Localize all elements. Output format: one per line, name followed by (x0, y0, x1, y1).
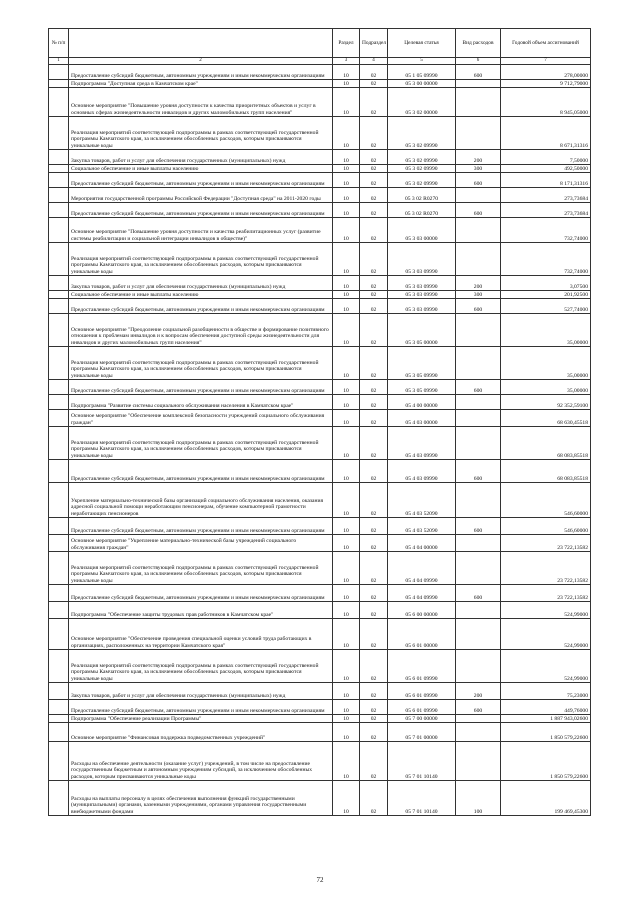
table-row (49, 427, 591, 460)
header-num: № п/п (49, 29, 69, 58)
table-row (49, 460, 591, 483)
table-row (49, 65, 591, 80)
row-tselevaya-statya-cell: 05 3 03 00000 (388, 218, 456, 243)
row-podrazdel-cell: 02 (360, 291, 388, 299)
row-razdel-cell: 10 (333, 188, 360, 203)
row-razdel-cell: 10 (333, 683, 360, 700)
row-name-cell: Основное мероприятие "Обеспечение комплексной безопасности учреждений социального обслуживания граждан" (69, 410, 333, 427)
row-name-cell: Социальное обеспечение и иные выплаты населению (69, 291, 333, 299)
column-number: 1 (49, 58, 69, 65)
row-tselevaya-statya-cell: 05 3 02 09990 (388, 165, 456, 173)
row-vid-raskhodov-cell (456, 619, 501, 650)
row-tselevaya-statya-cell: 05 6 01 09990 (388, 650, 456, 683)
table-row (49, 80, 591, 88)
row-podrazdel-cell: 02 (360, 347, 388, 380)
row-podrazdel-cell: 02 (360, 188, 388, 203)
row-name-cell: Основное мероприятие "Повышение уровня доступности и качества реабилитационных услуг (развитие системы реабилитации и социальной интеграции инвалидов в обществе)" (69, 218, 333, 243)
row-number-cell (49, 483, 69, 518)
row-tselevaya-statya-cell: 05 3 00 00000 (388, 80, 456, 88)
row-number-cell (49, 460, 69, 483)
table-row (49, 380, 591, 395)
row-podrazdel-cell: 02 (360, 602, 388, 619)
row-podrazdel-cell: 02 (360, 460, 388, 483)
column-number: 5 (388, 58, 456, 65)
row-number-cell (49, 742, 69, 781)
row-razdel-cell: 10 (333, 460, 360, 483)
row-number-cell (49, 291, 69, 299)
row-podrazdel-cell: 02 (360, 650, 388, 683)
row-vid-raskhodov-cell (456, 723, 501, 742)
row-vid-raskhodov-cell (456, 483, 501, 518)
row-tselevaya-statya-cell: 05 3 05 09990 (388, 380, 456, 395)
row-obem-cell: 75,23000 (501, 683, 591, 700)
row-podrazdel-cell: 02 (360, 518, 388, 535)
column-number: 2 (69, 58, 333, 65)
row-name-cell: Предоставление субсидий бюджетным, автономным учреждениям и иным некоммерческим организациям (69, 518, 333, 535)
column-number: 3 (333, 58, 360, 65)
row-obem-cell: 201,92500 (501, 291, 591, 299)
row-podrazdel-cell: 02 (360, 88, 388, 117)
row-vid-raskhodov-cell (456, 218, 501, 243)
row-name-cell: Подпрограмма "Доступная среда в Камчатском крае" (69, 80, 333, 88)
row-number-cell (49, 299, 69, 314)
row-vid-raskhodov-cell (456, 117, 501, 150)
table-body (49, 65, 591, 816)
header-obem: Годовой объем ассигнований (501, 29, 591, 58)
row-vid-raskhodov-cell (456, 650, 501, 683)
row-vid-raskhodov-cell: 600 (456, 299, 501, 314)
table-row (49, 483, 591, 518)
row-obem-cell: 68 083,85518 (501, 460, 591, 483)
row-podrazdel-cell: 02 (360, 314, 388, 347)
row-number-cell (49, 88, 69, 117)
row-name-cell: Реализация мероприятий соответствующей подпрограммы в рамках соответствующей государственной программы Камчатского края, за исключением обособленных расходов, которым присваиваются уникальные коды (69, 117, 333, 150)
row-name-cell: Предоставление субсидий бюджетным, автономным учреждениям и иным некоммерческим организациям (69, 700, 333, 715)
row-obem-cell: 35,00000 (501, 314, 591, 347)
row-tselevaya-statya-cell: 05 3 03 09990 (388, 276, 456, 291)
row-razdel-cell: 10 (333, 535, 360, 552)
row-number-cell (49, 619, 69, 650)
row-number-cell (49, 117, 69, 150)
header-name (69, 29, 333, 58)
row-obem-cell: 23 722,13582 (501, 585, 591, 602)
row-number-cell (49, 410, 69, 427)
row-tselevaya-statya-cell: 05 4 03 00000 (388, 410, 456, 427)
row-obem-cell: 8 671,31316 (501, 117, 591, 150)
row-obem-cell: 546,60000 (501, 518, 591, 535)
row-tselevaya-statya-cell: 05 7 01 10140 (388, 781, 456, 816)
column-numbers-row (49, 58, 591, 65)
row-number-cell (49, 781, 69, 816)
row-name-cell: Предоставление субсидий бюджетным, автономным учреждениям и иным некоммерческим организациям (69, 203, 333, 218)
row-podrazdel-cell: 02 (360, 80, 388, 88)
row-tselevaya-statya-cell: 05 6 01 00000 (388, 619, 456, 650)
row-razdel-cell: 10 (333, 410, 360, 427)
table-row (49, 173, 591, 188)
row-razdel-cell: 10 (333, 299, 360, 314)
row-obem-cell: 524,99000 (501, 650, 591, 683)
row-vid-raskhodov-cell (456, 243, 501, 276)
row-tselevaya-statya-cell: 05 3 02 00000 (388, 88, 456, 117)
row-tselevaya-statya-cell: 05 4 04 00000 (388, 535, 456, 552)
row-obem-cell: 1 850 579,22600 (501, 723, 591, 742)
row-obem-cell: 273,73684 (501, 188, 591, 203)
row-name-cell: Предоставление субсидий бюджетным, автономным учреждениям и иным некоммерческим организациям (69, 65, 333, 80)
row-razdel-cell: 10 (333, 715, 360, 723)
row-razdel-cell: 10 (333, 276, 360, 291)
row-name-cell: Предоставление субсидий бюджетным, автономным учреждениям и иным некоммерческим организациям (69, 460, 333, 483)
row-obem-cell: 732,74000 (501, 243, 591, 276)
row-name-cell: Реализация мероприятий соответствующей подпрограммы в рамках соответствующей государственной программы Камчатского края, за исключением обособленных расходов, которым присваиваются уникальные коды (69, 552, 333, 585)
row-podrazdel-cell: 02 (360, 619, 388, 650)
row-name-cell: Мероприятия государственной программы Российской Федерации "Доступная среда" на 2011-2020 годы (69, 188, 333, 203)
row-razdel-cell: 10 (333, 619, 360, 650)
row-tselevaya-statya-cell: 05 4 04 09990 (388, 585, 456, 602)
row-name-cell: Закупка товаров, работ и услуг для обеспечения государственных (муниципальных) нужд (69, 150, 333, 165)
row-razdel-cell: 10 (333, 347, 360, 380)
row-vid-raskhodov-cell (456, 715, 501, 723)
table-row (49, 781, 591, 816)
row-vid-raskhodov-cell (456, 80, 501, 88)
row-vid-raskhodov-cell (456, 535, 501, 552)
row-tselevaya-statya-cell: 05 6 00 00000 (388, 602, 456, 619)
row-tselevaya-statya-cell: 05 3 03 09990 (388, 243, 456, 276)
row-number-cell (49, 203, 69, 218)
row-razdel-cell: 10 (333, 291, 360, 299)
table-row (49, 700, 591, 715)
row-name-cell: Расходы на обеспечение деятельности (оказание услуг) учреждений, в том числе на предоставление государственным бюджетным и автономным учреждениям субсидий, за исключением обособленных расходов, которым присваиваются уникальные коды (69, 742, 333, 781)
row-number-cell (49, 535, 69, 552)
row-obem-cell: 68 630,45518 (501, 410, 591, 427)
row-razdel-cell: 10 (333, 243, 360, 276)
table-row (49, 602, 591, 619)
table-row (49, 683, 591, 700)
row-number-cell (49, 650, 69, 683)
row-obem-cell: 546,60000 (501, 483, 591, 518)
row-podrazdel-cell: 02 (360, 715, 388, 723)
row-podrazdel-cell: 02 (360, 276, 388, 291)
header-podrazdel: Подраздел (360, 29, 388, 58)
row-podrazdel-cell: 02 (360, 203, 388, 218)
row-number-cell (49, 723, 69, 742)
row-razdel-cell: 10 (333, 483, 360, 518)
row-podrazdel-cell: 02 (360, 781, 388, 816)
row-razdel-cell: 10 (333, 380, 360, 395)
row-number-cell (49, 602, 69, 619)
row-podrazdel-cell: 02 (360, 742, 388, 781)
row-vid-raskhodov-cell: 200 (456, 276, 501, 291)
row-obem-cell: 8 171,31316 (501, 173, 591, 188)
table-row (49, 619, 591, 650)
table-row (49, 518, 591, 535)
header-vid-raskhodov: Вид расходов (456, 29, 501, 58)
row-vid-raskhodov-cell (456, 88, 501, 117)
table-row (49, 723, 591, 742)
row-vid-raskhodov-cell: 200 (456, 150, 501, 165)
row-tselevaya-statya-cell: 05 4 03 52090 (388, 518, 456, 535)
row-number-cell (49, 347, 69, 380)
row-vid-raskhodov-cell: 600 (456, 173, 501, 188)
row-name-cell: Предоставление субсидий бюджетным, автономным учреждениям и иным некоммерческим организациям (69, 299, 333, 314)
row-razdel-cell: 10 (333, 602, 360, 619)
row-razdel-cell: 10 (333, 723, 360, 742)
table-row (49, 203, 591, 218)
table-row (49, 291, 591, 299)
row-podrazdel-cell: 02 (360, 380, 388, 395)
row-tselevaya-statya-cell: 05 3 02 09990 (388, 150, 456, 165)
row-razdel-cell: 10 (333, 314, 360, 347)
table-row (49, 188, 591, 203)
row-podrazdel-cell: 02 (360, 535, 388, 552)
column-number: 6 (456, 58, 501, 65)
row-number-cell (49, 80, 69, 88)
row-name-cell: Предоставление субсидий бюджетным, автономным учреждениям и иным некоммерческим организациям (69, 380, 333, 395)
row-number-cell (49, 165, 69, 173)
row-podrazdel-cell: 02 (360, 243, 388, 276)
row-razdel-cell: 10 (333, 173, 360, 188)
row-razdel-cell: 10 (333, 80, 360, 88)
table-row (49, 314, 591, 347)
row-obem-cell: 8 945,05000 (501, 88, 591, 117)
row-tselevaya-statya-cell: 05 7 01 10140 (388, 742, 456, 781)
row-obem-cell: 449,76000 (501, 700, 591, 715)
row-tselevaya-statya-cell: 05 7 01 00000 (388, 723, 456, 742)
row-podrazdel-cell: 02 (360, 117, 388, 150)
row-vid-raskhodov-cell (456, 314, 501, 347)
row-razdel-cell: 10 (333, 117, 360, 150)
row-vid-raskhodov-cell (456, 742, 501, 781)
table-row (49, 347, 591, 380)
row-vid-raskhodov-cell: 600 (456, 700, 501, 715)
row-number-cell (49, 427, 69, 460)
row-podrazdel-cell: 02 (360, 165, 388, 173)
row-number-cell (49, 243, 69, 276)
row-razdel-cell: 10 (333, 203, 360, 218)
row-tselevaya-statya-cell: 05 3 05 09990 (388, 347, 456, 380)
row-name-cell: Предоставление субсидий бюджетным, автономным учреждениям и иным некоммерческим организациям (69, 173, 333, 188)
table-row (49, 117, 591, 150)
row-obem-cell: 527,74000 (501, 299, 591, 314)
row-vid-raskhodov-cell: 600 (456, 203, 501, 218)
row-podrazdel-cell: 02 (360, 483, 388, 518)
row-podrazdel-cell: 02 (360, 585, 388, 602)
row-tselevaya-statya-cell: 05 4 00 00000 (388, 395, 456, 410)
table-row (49, 715, 591, 723)
table-row (49, 165, 591, 173)
row-obem-cell: 7,50000 (501, 150, 591, 165)
row-vid-raskhodov-cell (456, 188, 501, 203)
row-razdel-cell: 10 (333, 395, 360, 410)
header-tselevaya-statya: Целевая статья (388, 29, 456, 58)
row-vid-raskhodov-cell: 200 (456, 683, 501, 700)
row-podrazdel-cell: 02 (360, 395, 388, 410)
row-name-cell: Основное мероприятие "Укрепление материально-технической базы учреждений социального обслуживания граждан" (69, 535, 333, 552)
row-vid-raskhodov-cell (456, 602, 501, 619)
row-podrazdel-cell: 02 (360, 150, 388, 165)
row-razdel-cell: 10 (333, 165, 360, 173)
row-name-cell: Основное мероприятие "Финансовая поддержка подведомственных учреждений" (69, 723, 333, 742)
column-number: 7 (501, 58, 591, 65)
row-vid-raskhodov-cell (456, 347, 501, 380)
row-tselevaya-statya-cell: 05 3 03 09990 (388, 291, 456, 299)
row-number-cell (49, 150, 69, 165)
row-podrazdel-cell: 02 (360, 410, 388, 427)
row-vid-raskhodov-cell: 300 (456, 291, 501, 299)
row-tselevaya-statya-cell: 05 6 01 09990 (388, 700, 456, 715)
row-tselevaya-statya-cell: 05 3 03 09990 (388, 299, 456, 314)
row-number-cell (49, 380, 69, 395)
row-obem-cell: 273,73684 (501, 203, 591, 218)
row-vid-raskhodov-cell: 600 (456, 380, 501, 395)
row-tselevaya-statya-cell: 05 4 03 52090 (388, 483, 456, 518)
row-number-cell (49, 276, 69, 291)
row-vid-raskhodov-cell: 600 (456, 518, 501, 535)
row-name-cell: Расходы на выплаты персоналу в целях обеспечения выполнения функций государственными (муниципальными) органами, казенными учреждениями, органами управления государственными внебюджетными фондами (69, 781, 333, 816)
row-tselevaya-statya-cell: 05 7 00 00000 (388, 715, 456, 723)
row-podrazdel-cell: 02 (360, 65, 388, 80)
row-vid-raskhodov-cell (456, 427, 501, 460)
row-vid-raskhodov-cell: 100 (456, 781, 501, 816)
row-name-cell: Подпрограмма "Обеспечение реализации Программы" (69, 715, 333, 723)
row-tselevaya-statya-cell: 05 4 03 09990 (388, 427, 456, 460)
row-number-cell (49, 314, 69, 347)
row-obem-cell: 9 712,79000 (501, 80, 591, 88)
row-number-cell (49, 700, 69, 715)
table-row (49, 395, 591, 410)
row-podrazdel-cell: 02 (360, 552, 388, 585)
row-vid-raskhodov-cell: 600 (456, 460, 501, 483)
row-razdel-cell: 10 (333, 650, 360, 683)
row-obem-cell: 35,00000 (501, 347, 591, 380)
row-name-cell: Подпрограмма "Развитие системы социального обслуживания населения в Камчатском крае" (69, 395, 333, 410)
row-name-cell: Основное мероприятие "Преодоление социальной разобщенности в обществе и формирование позитивного отношения к проблемам инвалидов и к вопросам обеспечения доступной среды жизнедеятельности для инвалидов и других маломобильных групп населения" (69, 314, 333, 347)
row-vid-raskhodov-cell (456, 410, 501, 427)
table-row (49, 88, 591, 117)
row-name-cell: Реализация мероприятий соответствующей подпрограммы в рамках соответствующей государственной программы Камчатского края, за исключением обособленных расходов, которым присваиваются уникальные коды (69, 347, 333, 380)
row-razdel-cell: 10 (333, 218, 360, 243)
table-row (49, 742, 591, 781)
row-podrazdel-cell: 02 (360, 218, 388, 243)
header-razdel: Раздел (333, 29, 360, 58)
row-razdel-cell: 10 (333, 65, 360, 80)
row-tselevaya-statya-cell: 05 4 03 09990 (388, 460, 456, 483)
row-razdel-cell: 10 (333, 781, 360, 816)
row-podrazdel-cell: 02 (360, 723, 388, 742)
table-row (49, 410, 591, 427)
page-number: 72 (316, 876, 324, 884)
row-obem-cell: 732,74000 (501, 218, 591, 243)
row-obem-cell: 1 850 579,22600 (501, 742, 591, 781)
row-obem-cell: 68 083,85518 (501, 427, 591, 460)
table-row (49, 552, 591, 585)
row-number-cell (49, 65, 69, 80)
row-vid-raskhodov-cell (456, 395, 501, 410)
row-vid-raskhodov-cell: 600 (456, 65, 501, 80)
row-number-cell (49, 173, 69, 188)
row-obem-cell: 23 722,13582 (501, 535, 591, 552)
row-tselevaya-statya-cell: 05 1 05 09990 (388, 65, 456, 80)
row-razdel-cell: 10 (333, 700, 360, 715)
table-row (49, 585, 591, 602)
row-podrazdel-cell: 02 (360, 683, 388, 700)
row-name-cell: Закупка товаров, работ и услуг для обеспечения государственных (муниципальных) нужд (69, 683, 333, 700)
row-vid-raskhodov-cell: 300 (456, 165, 501, 173)
row-razdel-cell: 10 (333, 427, 360, 460)
row-name-cell: Реализация мероприятий соответствующей подпрограммы в рамках соответствующей государственной программы Камчатского края, за исключением обособленных расходов, которым присваиваются уникальные коды (69, 427, 333, 460)
row-obem-cell: 35,00000 (501, 380, 591, 395)
row-tselevaya-statya-cell: 05 3 02 R0270 (388, 203, 456, 218)
row-number-cell (49, 552, 69, 585)
table-row (49, 218, 591, 243)
row-name-cell: Основное мероприятие "Обеспечение проведения специальной оценки условий труда работающих в организациях, расположенных на территории Камчатского края" (69, 619, 333, 650)
row-tselevaya-statya-cell: 05 3 05 00000 (388, 314, 456, 347)
row-number-cell (49, 218, 69, 243)
row-vid-raskhodov-cell (456, 552, 501, 585)
row-obem-cell: 199 469,45300 (501, 781, 591, 816)
row-tselevaya-statya-cell: 05 4 04 09990 (388, 552, 456, 585)
row-podrazdel-cell: 02 (360, 700, 388, 715)
row-number-cell (49, 395, 69, 410)
row-podrazdel-cell: 02 (360, 299, 388, 314)
row-name-cell: Социальное обеспечение и иные выплаты населению (69, 165, 333, 173)
row-razdel-cell: 10 (333, 88, 360, 117)
row-tselevaya-statya-cell: 05 3 02 09990 (388, 173, 456, 188)
row-name-cell: Предоставление субсидий бюджетным, автономным учреждениям и иным некоммерческим организациям (69, 585, 333, 602)
table-row (49, 243, 591, 276)
row-name-cell: Реализация мероприятий соответствующей подпрограммы в рамках соответствующей государственной программы Камчатского края, за исключением обособленных расходов, которым присваиваются уникальные коды (69, 650, 333, 683)
row-name-cell: Укрепление материально-технической базы организаций социального обслуживания населения, оказания адресной социальной помощи неработающим пенсионерам, обучение компьютерной грамотности неработающих пенсионеров (69, 483, 333, 518)
row-obem-cell: 23 722,13582 (501, 552, 591, 585)
row-razdel-cell: 10 (333, 742, 360, 781)
row-razdel-cell: 10 (333, 518, 360, 535)
row-tselevaya-statya-cell: 05 3 02 R0270 (388, 188, 456, 203)
budget-table (48, 28, 591, 816)
table-row (49, 535, 591, 552)
table-header-row (49, 29, 591, 58)
row-name-cell: Основное мероприятие "Повышение уровня доступности к качества приоритетных объектов и услуг в основных сферах жизнедеятельности инвалидов и других маломобильных групп населения" (69, 88, 333, 117)
row-number-cell (49, 518, 69, 535)
row-number-cell (49, 188, 69, 203)
column-number: 4 (360, 58, 388, 65)
table-row (49, 150, 591, 165)
row-tselevaya-statya-cell: 05 6 01 09990 (388, 683, 456, 700)
row-obem-cell: 92 352,59100 (501, 395, 591, 410)
row-podrazdel-cell: 02 (360, 173, 388, 188)
row-number-cell (49, 683, 69, 700)
row-obem-cell: 3,07500 (501, 276, 591, 291)
table-row (49, 276, 591, 291)
row-obem-cell: 492,50000 (501, 165, 591, 173)
row-razdel-cell: 10 (333, 150, 360, 165)
row-obem-cell: 524,99000 (501, 602, 591, 619)
row-razdel-cell: 10 (333, 585, 360, 602)
row-podrazdel-cell: 02 (360, 427, 388, 460)
row-razdel-cell: 10 (333, 552, 360, 585)
row-obem-cell: 278,00000 (501, 65, 591, 80)
row-vid-raskhodov-cell: 600 (456, 585, 501, 602)
table-row (49, 299, 591, 314)
row-name-cell: Подпрограмма "Обеспечение защиты трудовых прав работников в Камчатском крае" (69, 602, 333, 619)
row-tselevaya-statya-cell: 05 3 02 09990 (388, 117, 456, 150)
row-obem-cell: 1 887 943,02600 (501, 715, 591, 723)
row-number-cell (49, 585, 69, 602)
row-number-cell (49, 715, 69, 723)
row-name-cell: Закупка товаров, работ и услуг для обеспечения государственных (муниципальных) нужд (69, 276, 333, 291)
table-row (49, 650, 591, 683)
row-name-cell: Реализация мероприятий соответствующей подпрограммы в рамках соответствующей государственной программы Камчатского края, за исключением обособленных расходов, которым присваиваются уникальные коды (69, 243, 333, 276)
row-obem-cell: 524,99000 (501, 619, 591, 650)
